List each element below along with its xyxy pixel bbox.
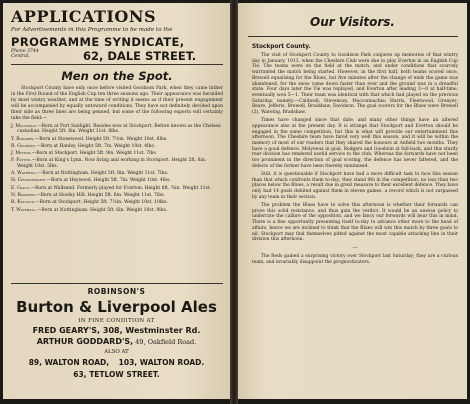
ad-also: ALSO AT xyxy=(104,349,129,355)
player-details: —Born at Stockport. Height 5ft. 9in. Weight 11st. 7lbs. xyxy=(31,151,158,157)
article-paragraph-2: Times have changed since that date, and many other things have an altered appearance also at the present day. It is strange that Stockport and Everton should be engaged in the same competition, but this is what will provide our entertainment this afternoon. The Cheshire team have fared very well this season, and it will be within the memory of most of our readers that they shared the honours at Anfield two months. They have a good defence. Molyneux in goal, Rodgers and Goodwin at full-back, and this sturdy rear division has rendered useful service to the club. Whereas the forwards have not been too prominent in the direction of goal scoring, the defence has never faltered, and the defects of the former have been thereby minimised. xyxy=(252,118,458,169)
article-paragraph-4: The problem the Blues have to solve this afternoon is whether their forwards can prove this solid resistance, and thus gain the verdict. It would be an unwise policy to underrate the calibre of the opposition, and we fancy our forwards will bear this in mind. There is a fine opportunity presenting itself to-day to advance other more to the head of affairs, hence we are inclined to think that the Blues will win this match by three goals to nil. Stockport may find themselves pitted against the most capable attacking line in their division this afternoon. xyxy=(252,203,458,243)
ad-venue-2-name: ARTHUR GODDARD'S, xyxy=(36,337,134,346)
player-name: R. Goodwin. xyxy=(11,143,37,149)
player-name: T. Rodgers. xyxy=(11,136,35,142)
player-entry xyxy=(11,171,223,176)
ad-headline: Burton & Liverpool Ales xyxy=(16,298,217,316)
player-details: —Born at Wallsend. Formerly played for Everton. Height 6ft. ¾in. Weight 11st. xyxy=(30,185,212,191)
player-entry xyxy=(11,178,223,183)
divider xyxy=(11,283,223,284)
player-details: —Born at Hanley. Height 5ft. 7in. Weight 10st. 4lbs. xyxy=(36,143,156,149)
syndicate-address: 62, DALE STREET. xyxy=(83,49,197,63)
player-entry xyxy=(11,200,223,205)
ad-brand: ROBINSON'S xyxy=(87,287,146,296)
player-details: —Born at Stockport. Height 5ft. 7½in. Weight 10st. 10lbs. xyxy=(35,200,168,206)
ad-venue-2 xyxy=(3,337,230,346)
player-entry xyxy=(11,137,223,142)
player-details: —Born at Hooley Hill. Height 5ft. 6in. Weight 11st. 7lbs. xyxy=(36,192,165,198)
player-entry xyxy=(11,151,223,156)
section-title: Men on the Spot. xyxy=(61,69,173,83)
player-name: T. Waterall. xyxy=(11,207,37,213)
player-name: A. Waterall. xyxy=(11,171,38,177)
article-closing: The Reds gained a surprising victory over Stockport last Saturday; they are a curious team, and invariably disappoint the prognosticators. xyxy=(252,254,458,265)
ad-venue-4: 63, TETLOW STREET. xyxy=(73,370,160,379)
player-entry xyxy=(11,124,223,135)
ad-venue-1: FRED GEARY'S, 308, Westminster Rd. xyxy=(32,326,201,335)
syndicate-phone: Phone 3744 Central. xyxy=(11,49,39,59)
right-page xyxy=(238,3,467,399)
player-details: —Born at Heywood. Height 5ft. 7in. Weight 10st. 4lbs. xyxy=(46,178,171,184)
divider xyxy=(11,64,223,65)
left-page xyxy=(3,3,230,399)
player-details: —Born at Port Sunlight. Resides now at Stockport. Before known as the Chelsea custodian. Height 5ft. 8in. Weight 11st. 8lbs. xyxy=(17,124,221,135)
ad-venue-3 xyxy=(3,358,230,367)
player-details: —Born at Nottingham. Height 5ft. 8in. Weight 11st. 7lbs. xyxy=(37,171,169,177)
player-name: N. Rodgers. xyxy=(11,192,37,198)
article-separator: — xyxy=(352,244,358,251)
player-entry xyxy=(11,158,223,169)
player-details: —Born at Stonewood. Height 5ft. 7½in. Weight 10st. 6lbs. xyxy=(34,136,168,142)
player-name: H. Crossthwaite. xyxy=(11,178,47,184)
ad-venue-3b: 103, WALTON ROAD. xyxy=(118,358,205,367)
player-name: F. Payton. xyxy=(11,158,32,164)
applications-heading: APPLICATIONS xyxy=(11,7,156,26)
player-name: J. Molyneux. xyxy=(11,124,38,129)
player-entry xyxy=(11,208,223,213)
page-gutter xyxy=(230,0,238,404)
player-entry xyxy=(11,193,223,198)
visitors-title: Our Visitors. xyxy=(310,15,395,29)
intro-paragraph: Stockport County have only once before visited Goodison Park, when they came hither in the First Round of the English Cup ten three seasons ago. Their appearance was heralded by most wintry weather, and at the time of writing it seems as if their present engagement will be accompanied by equally untoward conditions. They have not definitely decided upon their side as three lines are being penned, but some of the following experts will certainly take the field:— xyxy=(11,86,223,121)
divider xyxy=(248,36,458,37)
ad-condition: IN FINE CONDITION AT xyxy=(78,318,155,324)
syndicate-name: PROGRAMME SYNDICATE, xyxy=(11,35,185,49)
visitors-subtitle: Stockport County. xyxy=(252,44,311,50)
player-entry xyxy=(11,186,223,191)
visitors-article xyxy=(252,53,458,268)
player-name: E. Gault. xyxy=(11,185,31,191)
player-name: J. Mitton. xyxy=(11,151,32,157)
article-paragraph-1: The visit of Stockport County to Goodison Park conjures up memories of that wintry day in January, 1913, when the Cheshire Club were due to play Everton in an English Cup Tie. The teams were on the field at the match, and under conditions that scarcely warranted the match being started. However, in the first half, both teams scored once, Brewell equalising for the Blues, but five minutes after the change of ends the game was abandoned, for the snow came down faster than ever and the ground was in a dreadful state. Four days later the Tie was replayed, and Everton after leading 3—0 at half-time, eventually won 5—1. Their team was identical with that which had played on the previous Saturday, namely:—Caldwell; Stevenson, Macconnachie; Harris, Fleetwood, Grenyer; Beare, Jefferis, Brewell, Bradshaw, Davidson. The goal scorers for the Blues were Brewell (2), Wareing, Bradshaw. xyxy=(252,53,458,116)
intro-text xyxy=(11,86,223,122)
player-details: —Born at King's Lynn. Now living and working in Stockport. Height 5ft. 8in. Weight 10st. 5lbs. xyxy=(17,158,207,169)
applications-subheading: For Advertisements in this Programme to be made to the xyxy=(11,27,173,33)
player-name: R. Kellock. xyxy=(11,200,36,206)
player-details: —Born at Nottingham. Height 5ft. 6in. Weight 10st. 9lbs. xyxy=(36,207,168,213)
player-list xyxy=(11,124,223,215)
player-entry xyxy=(11,144,223,149)
article-paragraph-3: Still, it is questionable if Stockport have had a more difficult task to face this season than that which confronts them to-day; they stand 9th in the competition, no less than two places below the Blues, a result due in great measure to their excellent defence. They have only had 14 goals debited against them in eleven games, a record which is not surpassed by any team in their section. xyxy=(252,172,458,200)
ad-venue-2-address: 49, Oakfield Road. xyxy=(135,338,197,346)
ad-venue-3a: 89, WALTON ROAD, xyxy=(28,358,110,367)
